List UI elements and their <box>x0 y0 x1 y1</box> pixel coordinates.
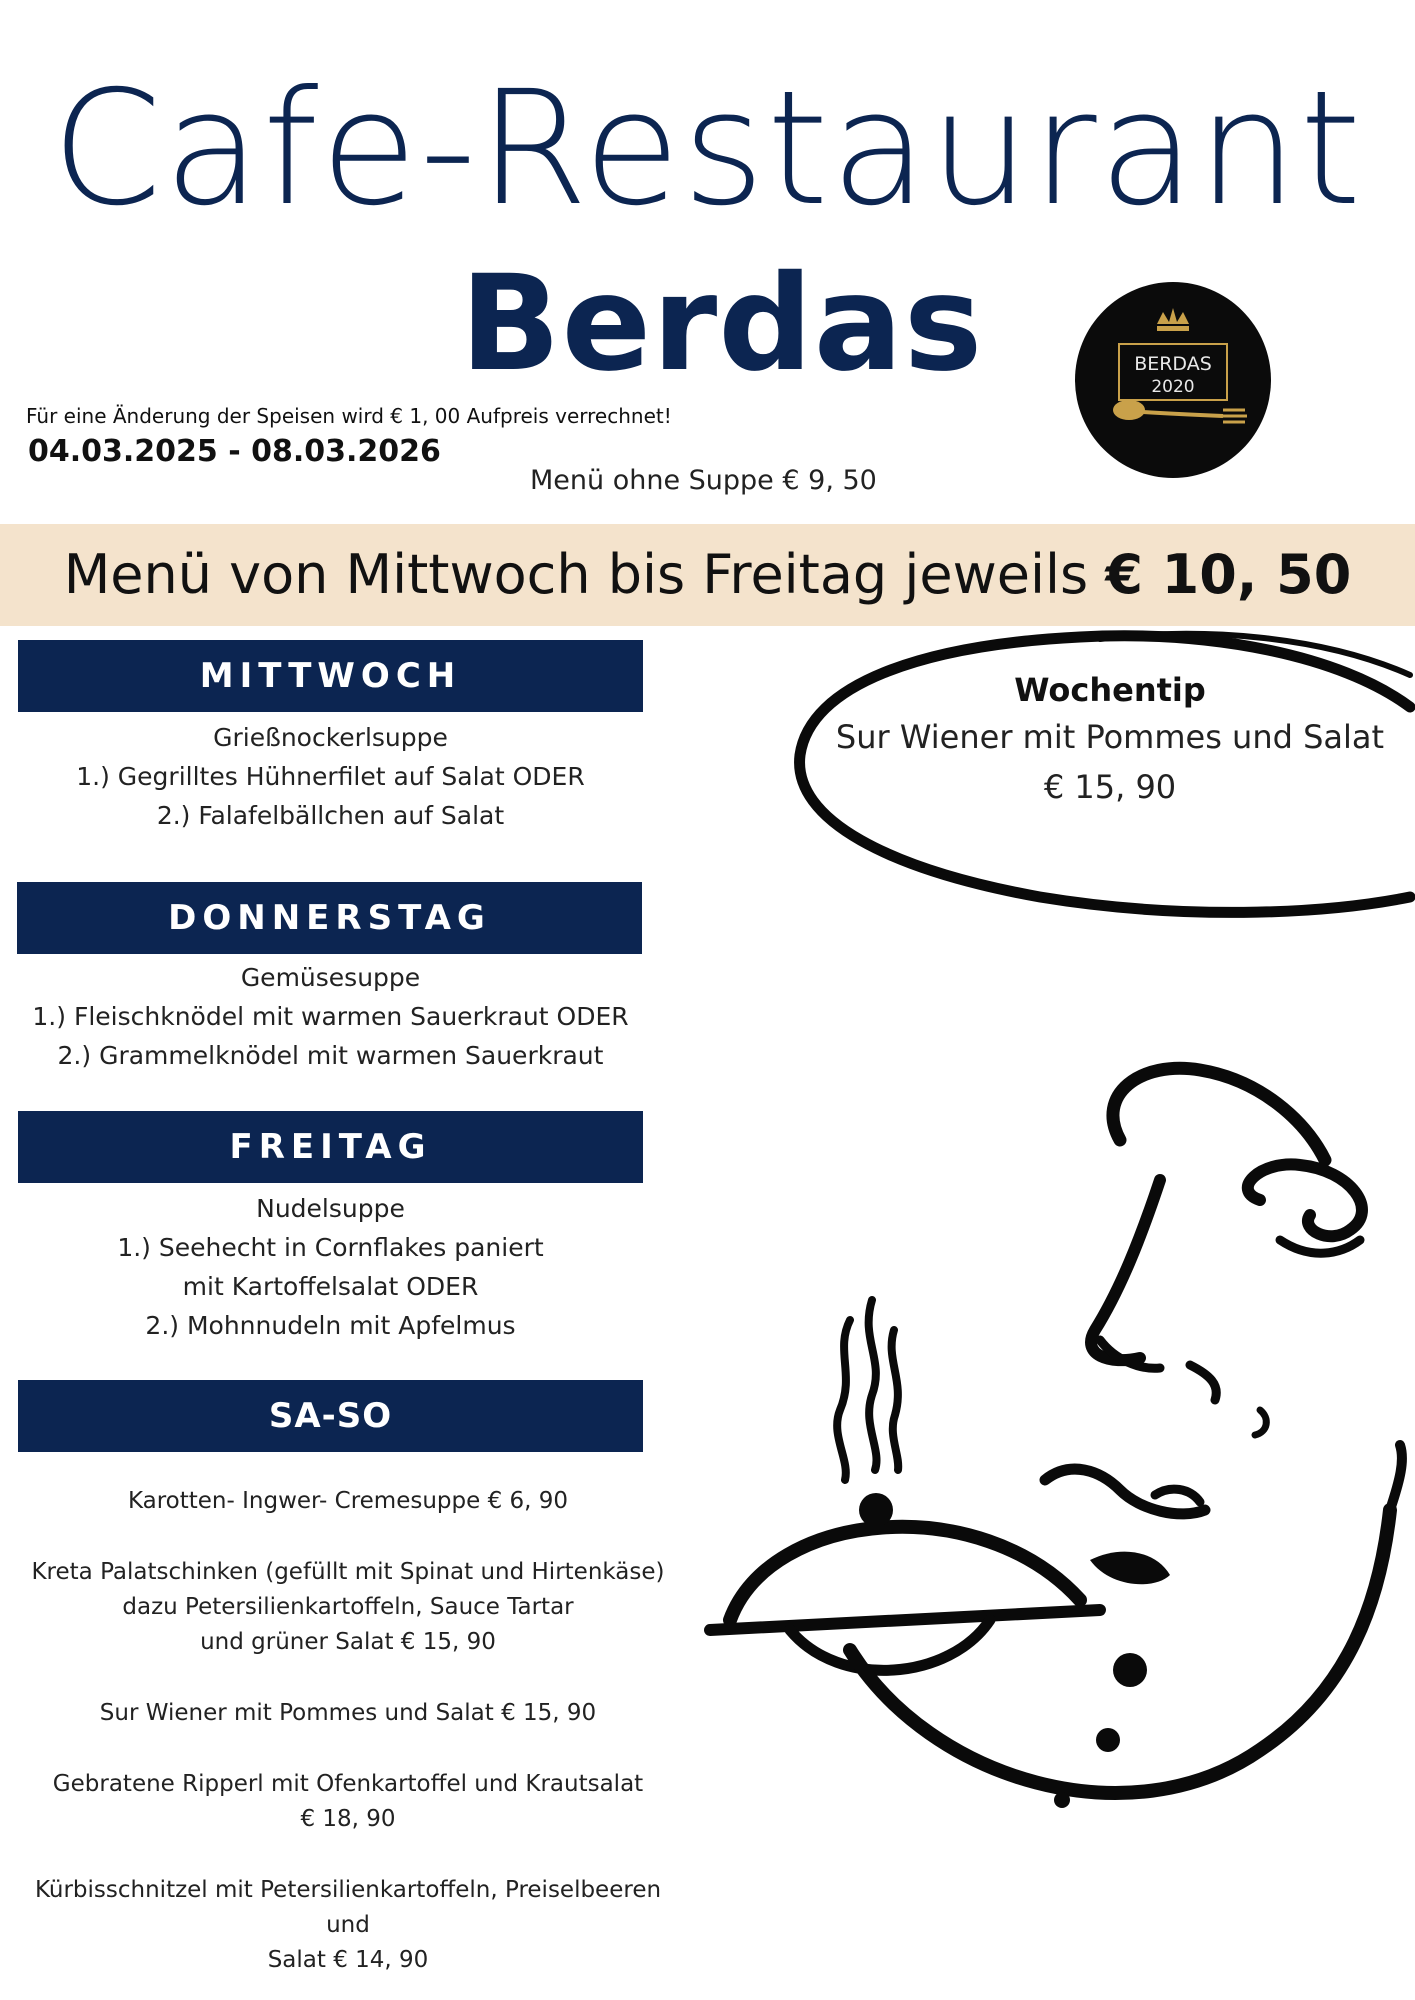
weekend-items <box>18 1484 678 1978</box>
wochentip-price: € 15, 90 <box>1043 768 1177 806</box>
day-items-donnerstag <box>18 958 643 1075</box>
wochentip-box <box>790 668 1415 812</box>
chef-serving-cloche-icon <box>700 1040 1415 1860</box>
banner-label: Menü von Mittwoch bis Freitag jeweils <box>63 543 1089 606</box>
menu-item: mit Kartoffelsalat ODER <box>182 1272 479 1301</box>
day-header-mittwoch: MITTWOCH <box>18 640 643 712</box>
menu-item: Gebratene Ripperl mit Ofenkartoffel und Krautsalat <box>52 1771 644 1797</box>
day-items-mittwoch <box>18 718 643 835</box>
restaurant-logo <box>1075 282 1271 478</box>
date-range: 04.03.2025 - 08.03.2026 <box>28 434 441 469</box>
menu-item: Gemüsesuppe <box>240 963 421 992</box>
crown-spoon-fork-logo-icon <box>1075 282 1271 478</box>
menu-item: 2.) Grammelknödel mit warmen Sauerkraut <box>57 1041 604 1070</box>
menu-item: 2.) Mohnnudeln mit Apfelmus <box>145 1311 516 1340</box>
menu-item: 2.) Falafelbällchen auf Salat <box>156 801 505 830</box>
menu-item: 1.) Fleischknödel mit warmen Sauerkraut ODER <box>32 1002 629 1031</box>
menu-item: und grüner Salat € 15, 90 <box>200 1629 496 1655</box>
menu-item: dazu Petersilienkartoffeln, Sauce Tartar <box>122 1594 574 1620</box>
restaurant-name: Berdas <box>460 247 984 401</box>
menu-item: 1.) Gegrilltes Hühnerfilet auf Salat ODER <box>76 762 585 791</box>
wochentip-title: Wochentip <box>1014 671 1206 709</box>
menu-item: Karotten- Ingwer- Cremesuppe € 6, 90 <box>127 1488 569 1514</box>
menu-item: 1.) Seehecht in Cornflakes paniert <box>117 1233 544 1262</box>
menu-item: Nudelsuppe <box>256 1194 405 1223</box>
day-header-freitag: FREITAG <box>18 1111 643 1183</box>
logo-line1: BERDAS <box>1134 353 1212 375</box>
menu-item: Kreta Palatschinken (gefüllt mit Spinat und Hirtenkäse) <box>31 1559 665 1585</box>
banner-text <box>0 534 1415 616</box>
surcharge-note: Für eine Änderung der Speisen wird € 1, 00 Aufpreis verrechnet! <box>26 404 672 428</box>
day-header-donnerstag: DONNERSTAG <box>17 882 642 954</box>
restaurant-title: Cafe-Restaurant <box>51 57 1364 241</box>
menu-item: € 18, 90 <box>300 1806 396 1832</box>
menu-item: Grießnockerlsuppe <box>213 723 448 752</box>
wochentip-dish: Sur Wiener mit Pommes und Salat <box>835 718 1385 756</box>
menu-without-soup-price: Menü ohne Suppe € 9, 50 <box>530 465 877 496</box>
banner-price: € 10, 50 <box>1105 543 1352 606</box>
menu-item: Salat € 14, 90 <box>267 1947 429 1973</box>
menu-item: Kürbisschnitzel mit Petersilienkartoffeln, Preiselbeeren und <box>34 1877 662 1938</box>
menu-item: Sur Wiener mit Pommes und Salat € 15, 90 <box>99 1700 597 1726</box>
day-header-weekend: SA-SO <box>18 1380 643 1452</box>
day-items-freitag <box>18 1189 643 1345</box>
logo-line2: 2020 <box>1151 377 1195 397</box>
